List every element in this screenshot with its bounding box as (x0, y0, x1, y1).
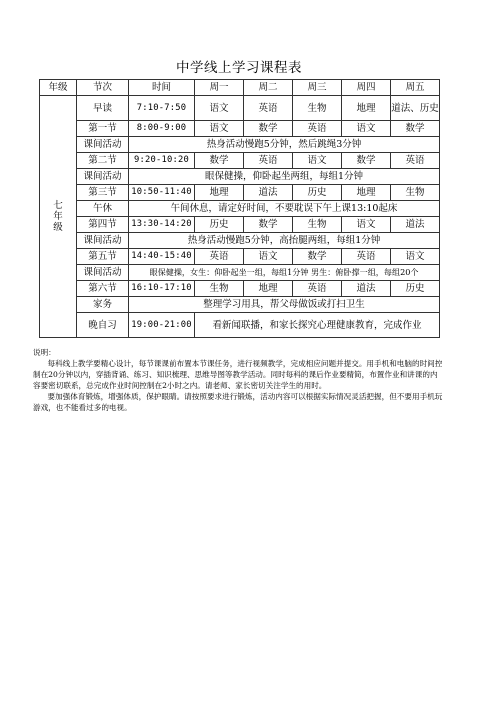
subject-cell: 英语 (342, 249, 391, 265)
table-row (40, 281, 440, 297)
subject-cell: 数学 (342, 153, 391, 169)
table-row (40, 153, 440, 169)
subject-cell: 英语 (293, 281, 342, 297)
time-cell: 14:40-15:40 (129, 249, 195, 265)
subject-cell: 生物 (195, 281, 244, 297)
time-cell: 7:10-7:50 (129, 96, 195, 121)
subject-cell: 地理 (244, 281, 293, 297)
activity-cell: 热身活动慢跑5分钟，然后跳绳3分钟 (129, 137, 440, 153)
subject-cell: 英语 (244, 153, 293, 169)
subject-cell: 道法 (342, 281, 391, 297)
table-row (40, 169, 440, 185)
header-cell: 周一 (195, 80, 244, 96)
subject-cell: 地理 (342, 96, 391, 121)
table-row (40, 233, 440, 249)
header-cell: 周二 (244, 80, 293, 96)
schedule-table (39, 79, 440, 338)
activity-cell: 整理学习用具，帮父母做饭或打扫卫生 (129, 297, 440, 313)
header-cell: 周四 (342, 80, 391, 96)
notes-section (33, 347, 443, 413)
subject-cell: 历史 (195, 217, 244, 233)
notes-paragraph (33, 358, 443, 391)
subject-cell: 数学 (195, 153, 244, 169)
time-cell: 16:10-17:10 (129, 281, 195, 297)
header-cell: 周三 (293, 80, 342, 96)
subject-cell: 英语 (195, 249, 244, 265)
table-row (40, 313, 440, 338)
subject-cell: 语文 (195, 121, 244, 137)
table-row (40, 249, 440, 265)
subject-cell: 英语 (391, 153, 440, 169)
grade-cell (40, 96, 77, 338)
header-cell: 年级 (40, 80, 77, 96)
subject-cell: 道法 (244, 185, 293, 201)
table-row (40, 137, 440, 153)
subject-cell: 数学 (244, 217, 293, 233)
time-cell: 9:20-10:20 (129, 153, 195, 169)
time-cell: 19:00-21:00 (129, 313, 195, 338)
period-cell: 第二节 (77, 153, 129, 169)
time-cell: 8:00-9:00 (129, 121, 195, 137)
notes-text: 每科线上教学要精心设计，每节课课前布置本节课任务，进行视频教学，完成相应问题并提交。用手机和电脑的时间控制在20分钟以内，穿插背诵、练习、知识梳理、思维导图等教学活动。同时每科的课后作业要精简，布置作业和讲课的内容要密切联系，总完成作业时间控制在2小时之内。请老师、家长密切关注学生的用时。 (33, 359, 443, 390)
subject-cell: 数学 (293, 249, 342, 265)
period-cell: 课间活动 (77, 265, 129, 281)
period-cell: 第三节 (77, 185, 129, 201)
notes-text: 要加强体育锻炼，增强体质，保护眼睛。请按照要求进行锻炼，活动内容可以根据实际情况灵活把握，但不要用手机玩游戏，也不能看过多的电视。 (33, 392, 443, 412)
subject-cell: 生物 (391, 185, 440, 201)
subject-cell: 生物 (293, 217, 342, 233)
subject-cell: 语文 (244, 249, 293, 265)
notes-heading: 说明： (33, 348, 56, 357)
time-cell: 13:30-14:20 (129, 217, 195, 233)
subject-cell: 语文 (293, 153, 342, 169)
period-cell: 早读 (77, 96, 129, 121)
subject-cell: 语文 (195, 96, 244, 121)
table-row (40, 265, 440, 281)
table-row (40, 96, 440, 121)
header-cell: 周五 (391, 80, 440, 96)
period-cell: 课间活动 (77, 169, 129, 185)
subject-cell: 语文 (391, 249, 440, 265)
table-row (40, 185, 440, 201)
subject-cell: 数学 (391, 121, 440, 137)
subject-cell: 语文 (342, 121, 391, 137)
subject-cell: 英语 (244, 96, 293, 121)
subject-cell: 语文 (342, 217, 391, 233)
header-cell: 时间 (129, 80, 195, 96)
header-row (40, 80, 440, 96)
subject-cell: 地理 (195, 185, 244, 201)
table-row (40, 201, 440, 217)
period-cell: 课间活动 (77, 137, 129, 153)
activity-cell: 看新闻联播，和家长探究心理健康教育，完成作业 (195, 313, 440, 338)
page-title: 中学线上学习课程表 (176, 60, 302, 76)
period-cell: 第四节 (77, 217, 129, 233)
grade-char: 级 (53, 222, 63, 233)
period-cell: 第一节 (77, 121, 129, 137)
period-cell: 家务 (77, 297, 129, 313)
subject-cell: 历史 (293, 185, 342, 201)
subject-cell: 历史 (391, 281, 440, 297)
activity-cell: 眼保健操，仰卧起坐两组，每组1分钟 (129, 169, 440, 185)
subject-cell: 道法 (391, 217, 440, 233)
activity-cell: 眼保健操，女生：仰卧起坐一组，每组1分钟 男生：俯卧撑一组，每组20个 (129, 265, 440, 281)
time-cell: 10:50-11:40 (129, 185, 195, 201)
subject-cell: 道法、历史 (391, 96, 440, 121)
table-row (40, 121, 440, 137)
table-row (40, 217, 440, 233)
grade-char: 年 (53, 211, 63, 222)
activity-cell: 热身活动慢跑5分钟，高抬腿两组，每组1分钟 (129, 233, 440, 249)
period-cell: 第六节 (77, 281, 129, 297)
subject-cell: 地理 (342, 185, 391, 201)
grade-char: 七 (53, 200, 63, 211)
header-cell: 节次 (77, 80, 129, 96)
subject-cell: 生物 (293, 96, 342, 121)
period-cell: 晚自习 (77, 313, 129, 338)
period-cell: 午休 (77, 201, 129, 217)
table-row (40, 297, 440, 313)
subject-cell: 英语 (293, 121, 342, 137)
notes-paragraph (33, 391, 443, 413)
subject-cell: 数学 (244, 121, 293, 137)
period-cell: 第五节 (77, 249, 129, 265)
period-cell: 课间活动 (77, 233, 129, 249)
activity-cell: 午间休息，请定好时间，不要耽误下午上课13:10起床 (129, 201, 440, 217)
